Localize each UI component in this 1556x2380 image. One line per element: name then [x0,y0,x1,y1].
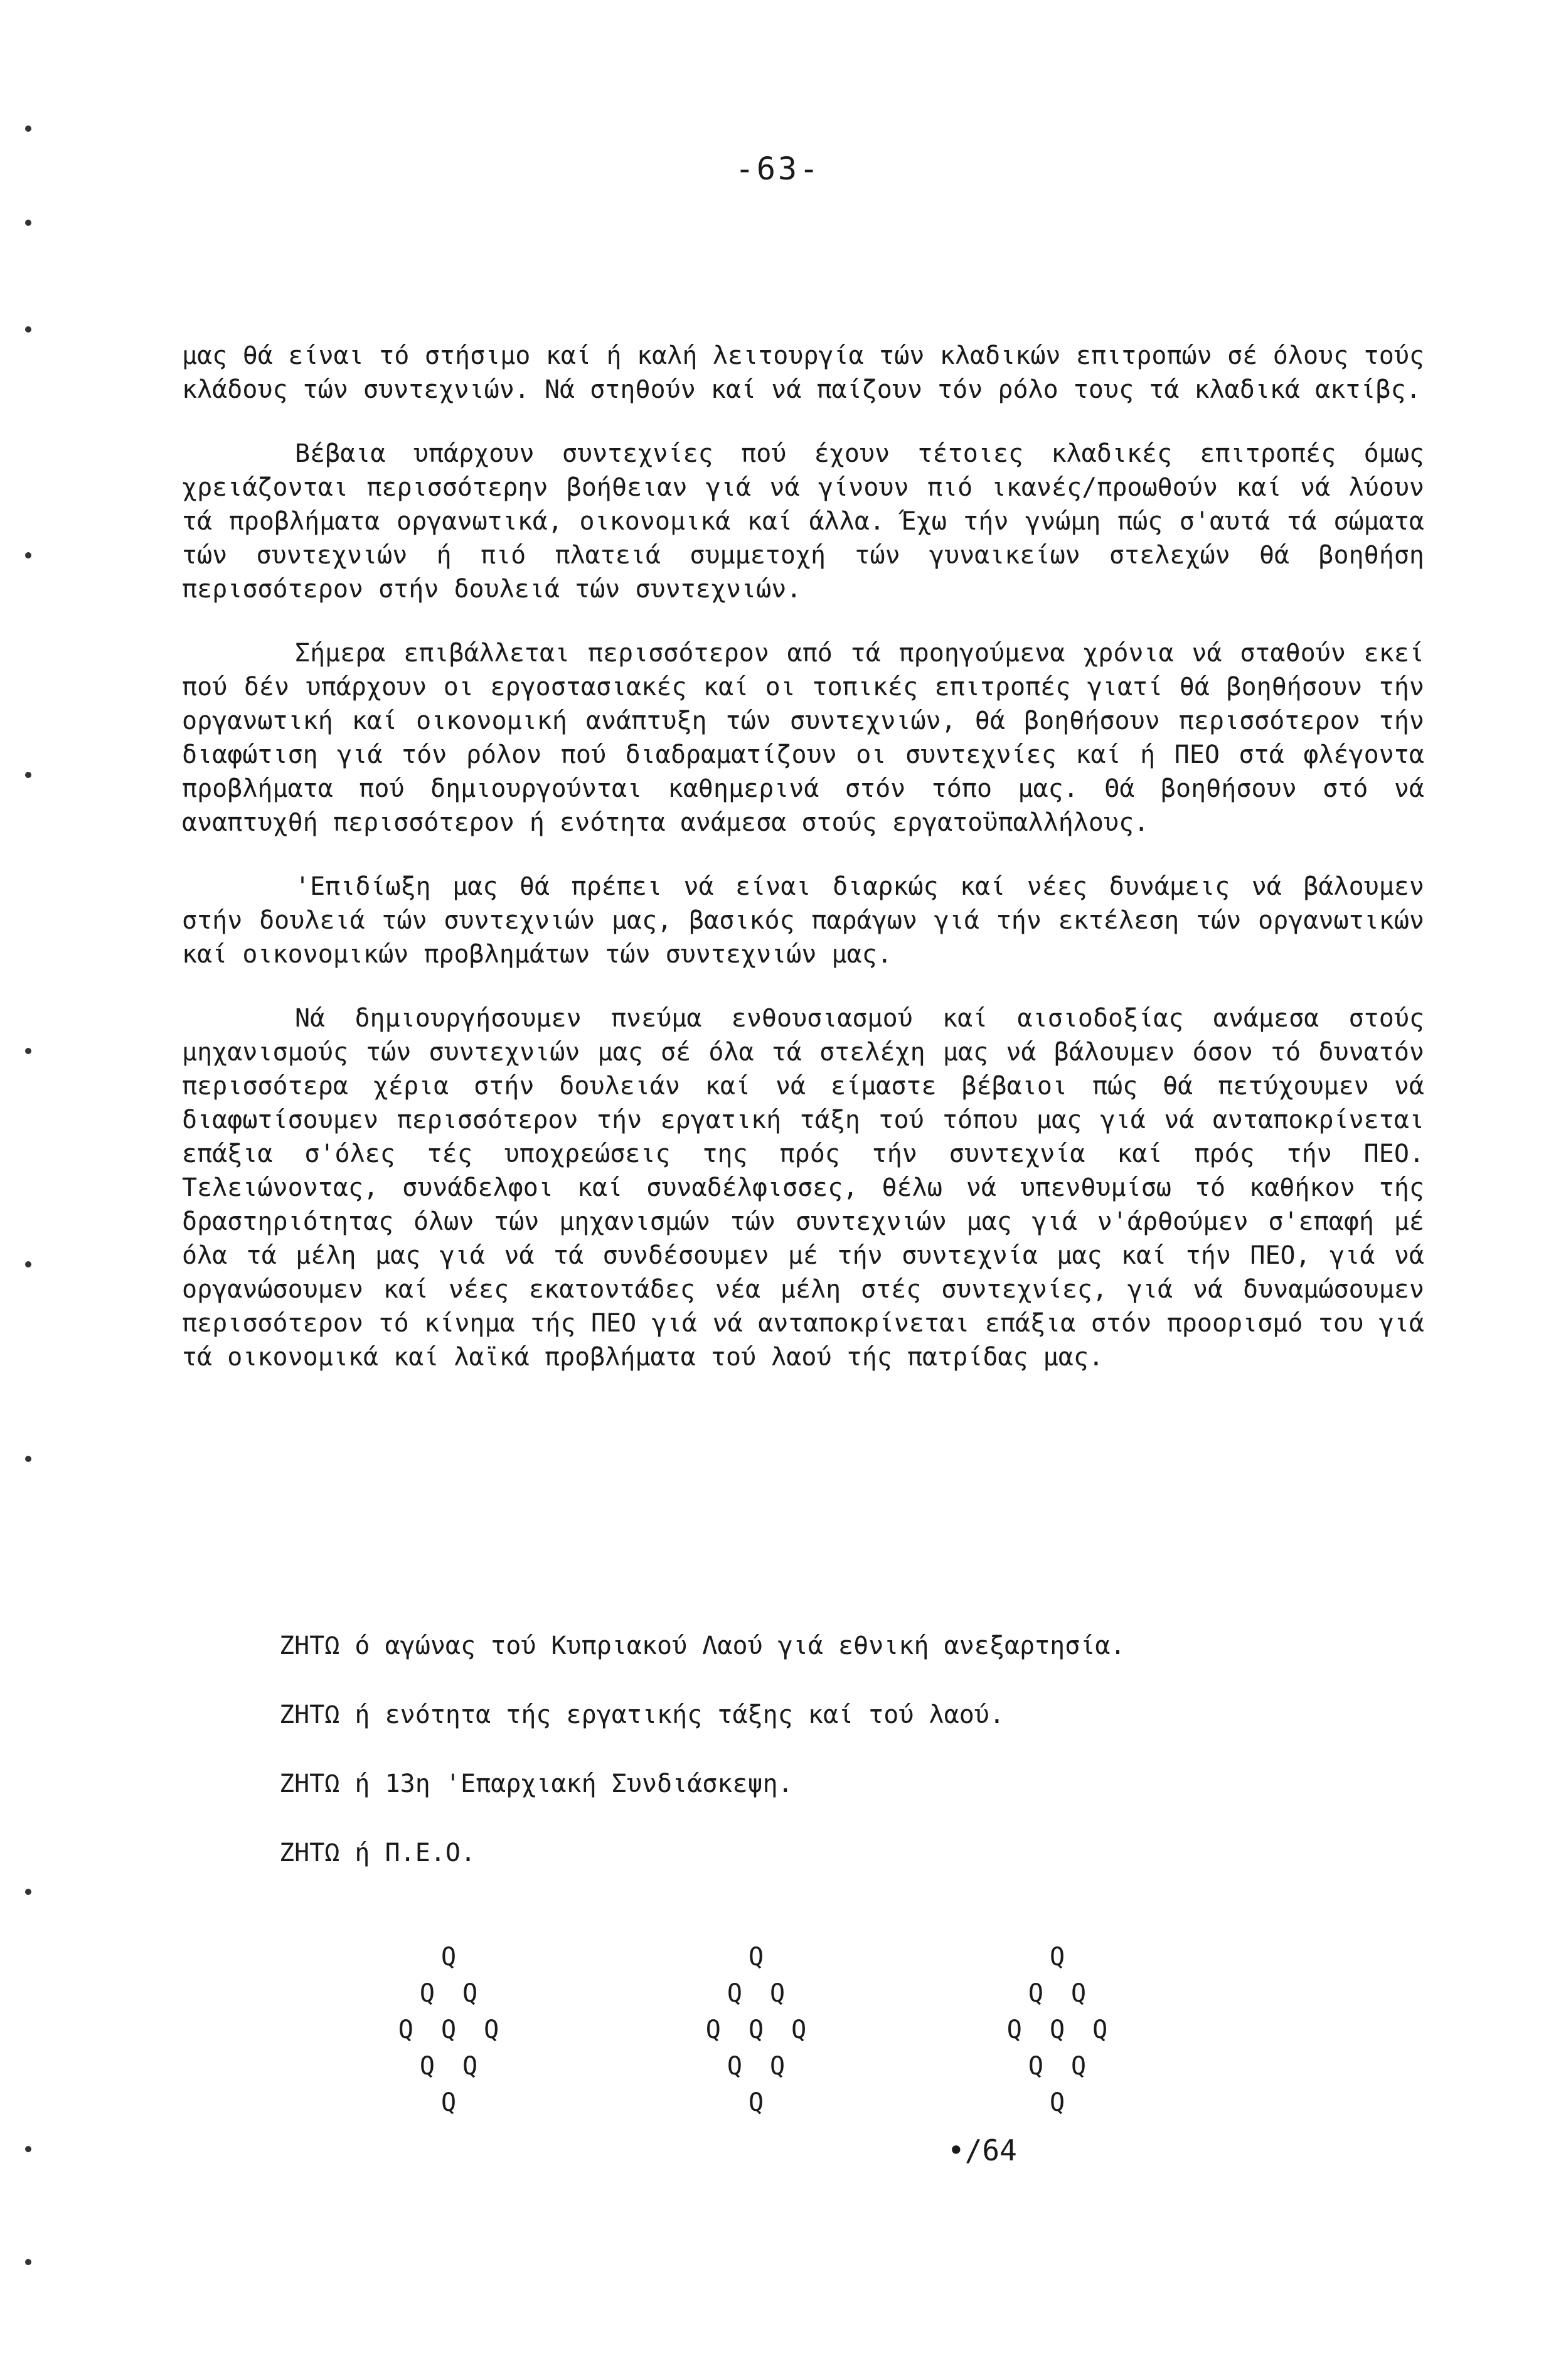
ornament-row: Q Q [1028,2052,1093,2081]
margin-dot [25,1048,31,1054]
page-number: -63- [735,151,821,187]
ornament-row: Q Q [1028,1979,1093,2008]
margin-dot [25,1889,31,1895]
paragraph: Βέβαια υπάρχουν συντεχνίες πού έχουν τέτοιες κλαδικές επιτροπές όμως χρειάζονται περισσότερην βοήθειαν γιά νά γίνουν πιό ικανές/προωθούν καί νά λύουν τά προβλήματα οργανωτικά, οικονομικά καί άλλα. Έχω τήν γνώμη πώς σ'αυτά τά σώματα τών συντεχνιών ή πιό πλατειά συμμετοχή τών γυναικείων στελεχών θά βοηθήση περισσότερον στήν δουλειά τών συντεχνιών. [182,439,1424,604]
margin-dot [25,1261,31,1267]
ornament-row: Q Q [727,2052,792,2081]
margin-dot [25,772,31,778]
ornament-row: Q [1049,1943,1072,1972]
slogan: ΖΗΤΩ ή Π.Ε.Ο. [279,1838,476,1867]
q-diamond-ornament [985,1939,1136,2121]
ornament-row: Q Q [727,1979,792,2008]
q-diamond-ornament [684,1939,834,2121]
slogan: ΖΗΤΩ ό αγώνας τού Κυπριακού Λαού γιά εθνική ανεξαρτησία. [279,1631,1126,1660]
q-diamond-ornament [376,1939,527,2121]
paragraph: μας θά είναι τό στήσιμο καί ή καλή λειτουργία τών κλαδικών επιτροπών σέ όλους τούς κλάδους τών συντεχνιών. Νά στηθούν καί νά παίζουν τόν ρόλο τους τά κλαδικά ακτίβς. [182,341,1424,404]
margin-dot [25,326,31,333]
ornament-row: Q [440,1943,463,1972]
slogan: ΖΗΤΩ ή 13η 'Επαρχιακή Συνδιάσκεψη. [279,1769,793,1798]
margin-dot [25,552,31,558]
paragraph: Νά δημιουργήσουμεν πνεύμα ενθουσιασμού καί αισιοδοξίας ανάμεσα στούς μηχανισμούς τών συντεχνιών μας σέ όλα τά στελέχη μας νά βάλουμεν όσον τό δυνατόν περισσότερα χέρια στήν δουλειάν καί νά είμαστε βέβαιοι πώς θά πετύχουμεν νά διαφωτίσουμεν περισσότερον τήν εργατική τάξη τού τόπου μας γιά νά ανταποκρίνεται επάξια σ'όλες τές υποχρεώσεις της πρός τήν συντεχνία καί πρός τήν ΠΕΟ. Τελειώνοντας, συνάδελφοι καί συναδέλφισσες, θέλω νά υπενθυμίσω τό καθήκον τής δραστηριότητας όλων τών μηχανισμών τών συντεχνιών μας γιά ν'άρθούμεν σ'επαφή μέ όλα τά μέλη μας γιά νά τά συνδέσουμεν μέ τήν συντεχνία μας καί τήν ΠΕΟ, γιά νά οργανώσουμεν καί νέες εκατοντάδες νέα μέλη στές συντεχνίες, γιά νά δυναμώσουμεν περισσότερον τό κίνημα τής ΠΕΟ γιά νά ανταποκρίνεται επάξια στόν προορισμό του γιά τά οικονομικά καί λαϊκά προβλήματα τού λαού τής πατρίδας μας. [182,1004,1424,1372]
ornament-row: Q [1049,2088,1072,2117]
ornament-row: Q [748,1943,770,1972]
ornament-row: Q [748,2088,770,2117]
slogans [279,1631,1409,1908]
continuation-marker: •/64 [947,2133,1017,2167]
body-text [182,339,1424,1404]
ornament-row: Q Q [419,1979,484,2008]
ornament-row: Q [440,2088,463,2117]
left-margin-marks [0,0,63,2380]
margin-dot [25,125,31,132]
ornament-row: Q Q Q [1006,2015,1114,2044]
margin-dot [25,2146,31,2152]
paragraph: 'Επιδίωξη μας θά πρέπει νά είναι διαρκώς καί νέες δυνάμεις νά βάλουμεν στήν δουλειά τών συντεχνιών μας, βασικός παράγων γιά τήν εκτέλεση τών οργανωτικών καί οικονομικών προβλημάτων τών συντεχνιών μας. [182,872,1424,969]
slogan: ΖΗΤΩ ή ενότητα τής εργατικής τάξης καί τού λαού. [279,1700,1004,1729]
margin-dot [25,220,31,226]
paragraph: Σήμερα επιβάλλεται περισσότερον από τά προηγούμενα χρόνια νά σταθούν εκεί πού δέν υπάρχουν οι εργοστασιακές καί οι τοπικές επιτροπές γιατί θά βοηθήσουν τήν οργανωτική καί οικονομική ανάπτυξη τών συντεχνιών, θά βοηθήσουν περισσότερον τήν διαφώτιση γιά τόν ρόλον πού διαδραματίζουν οι συντεχνίες καί ή ΠΕΟ στά φλέγοντα προβλήματα πού δημιουργούνται καθημερινά στόν τόπο μας. Θά βοηθήσουν στό νά αναπτυχθή περισσότερον ή ενότητα ανάμεσα στούς εργατοϋπαλλήλους. [182,639,1424,837]
margin-dot [25,2259,31,2265]
margin-dot [25,1456,31,1462]
ornament-row: Q Q [419,2052,484,2081]
ornament-row: Q Q Q [398,2015,506,2044]
ornament-row: Q Q Q [705,2015,813,2044]
